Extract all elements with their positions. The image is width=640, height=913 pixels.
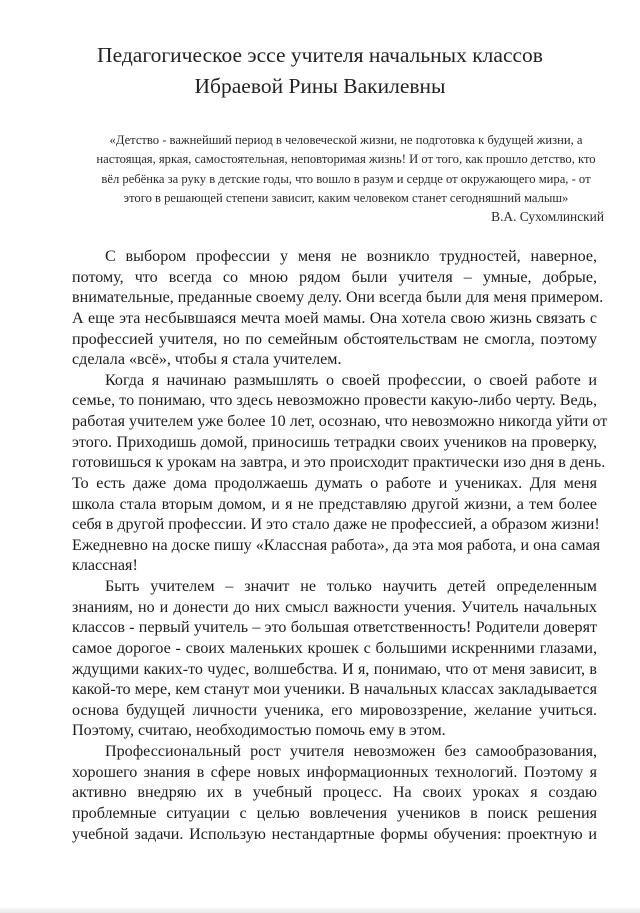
epigraph-line: этого в решающей степени зависит, каким человеком станет сегодняшний малыш» xyxy=(123,191,569,206)
text-line: какой-то мере, кем станут мои ученики. В начальных классах закладывается xyxy=(72,681,597,699)
scan-edge xyxy=(0,906,640,913)
title-line: Ибраевой Рины Вакилевны xyxy=(194,74,446,98)
text-line: классная! xyxy=(72,557,138,575)
paragraph xyxy=(72,577,597,742)
text-line: самое дорогое - своих маленьких крошек с большими искренними глазами, xyxy=(72,639,597,657)
essay-body xyxy=(72,247,608,845)
text-line: А еще эта несбывшаяся мечта моей мамы. Она хотела свою жизнь связать с xyxy=(72,309,597,327)
epigraph-line: «Детство - важнейший период в человеческой жизни, не подготовка к будущей жизни, а xyxy=(109,133,583,147)
text-line: С выбором профессии у меня не возникло трудностей, наверное, xyxy=(105,248,597,265)
text-line: основа будущей личности ученика, его мировоззрение, желание учиться. xyxy=(72,701,597,719)
text-line: работая учителем уже более 10 лет, осознаю, что невозможно никогда уйти от xyxy=(72,413,608,430)
text-line: знаниям, но и донести до них смысл важности учения. Учитель начальных xyxy=(72,598,597,616)
text-line: Поэтому, считаю, необходимостью помочь ему в этом. xyxy=(72,722,446,740)
text-line: Быть учителем – значит не только научить детей определенным xyxy=(105,578,597,595)
text-line: ждущими каких-то чудес, волшебства. И я, понимаю, что от меня зависит, в xyxy=(72,660,597,678)
text-line: То есть даже дома продолжаешь думать о работе и учениках. Для меня xyxy=(72,474,597,492)
epigraph-author: В.А. Сухомлинский xyxy=(491,209,604,224)
page-title xyxy=(0,40,640,102)
text-line: учебной задачи. Использую нестандартные формы обучения: проектную и xyxy=(72,825,597,843)
text-line: семье, то понимаю, что здесь невозможно провести какую-либо черту. Ведь, xyxy=(72,392,597,410)
text-line: этого. Приходишь домой, приносишь тетрадки своих учеников на проверку, xyxy=(72,433,597,451)
text-line: классов - первый учитель – это большая ответственность! Родители доверят xyxy=(72,619,597,637)
text-line: активно внедряю их в учебный процесс. На своих уроках я создаю xyxy=(72,784,597,802)
text-line: себя в другой профессии. И это стало даже не профессией, а образом жизни! xyxy=(72,516,600,534)
epigraph-line: настоящая, яркая, самостоятельная, неповторимая жизнь! И от того, как прошло детство, кто xyxy=(96,152,596,167)
title-line: Педагогическое эссе учителя начальных классов xyxy=(97,43,543,67)
paragraph xyxy=(72,247,604,371)
text-line: Когда я начинаю размышлять о своей профессии, о своей работе и xyxy=(105,371,597,389)
text-line: профессией учителя, но по семейным обстоятельствам не смогла, поэтому xyxy=(72,330,597,348)
text-line: внимательные, преданные своему делу. Они всегда были для меня примером. xyxy=(72,289,604,307)
text-line: школа стала вторым домом, и я не представляю другой жизни, а тем более xyxy=(72,495,597,513)
text-line: потому, что всегда со мною рядом были учителя – умные, добрые, xyxy=(72,268,597,286)
epigraph-quote xyxy=(86,131,606,209)
text-line: хорошего знания в сфере новых информационных технологий. Поэтому я xyxy=(72,763,597,781)
text-line: готовишься к урокам на завтра, и это происходит практически изо дня в день. xyxy=(72,454,606,472)
paragraph xyxy=(72,742,597,845)
epigraph-line: вёл ребёнка за руку в детские годы, что вошло в разум и сердце от окружающего мира, - от xyxy=(101,171,591,186)
text-line: Профессиональный рост учителя невозможен без самообразования, xyxy=(105,743,597,760)
text-line: Ежедневно на доске пишу «Классная работа», да эта моя работа, и она самая xyxy=(72,536,601,554)
text-line: сделала «всё», чтобы я стала учителем. xyxy=(72,351,342,369)
paragraph xyxy=(72,371,608,577)
text-line: проблемные ситуации с целью вовлечения учеников в поиск решения xyxy=(72,804,597,822)
